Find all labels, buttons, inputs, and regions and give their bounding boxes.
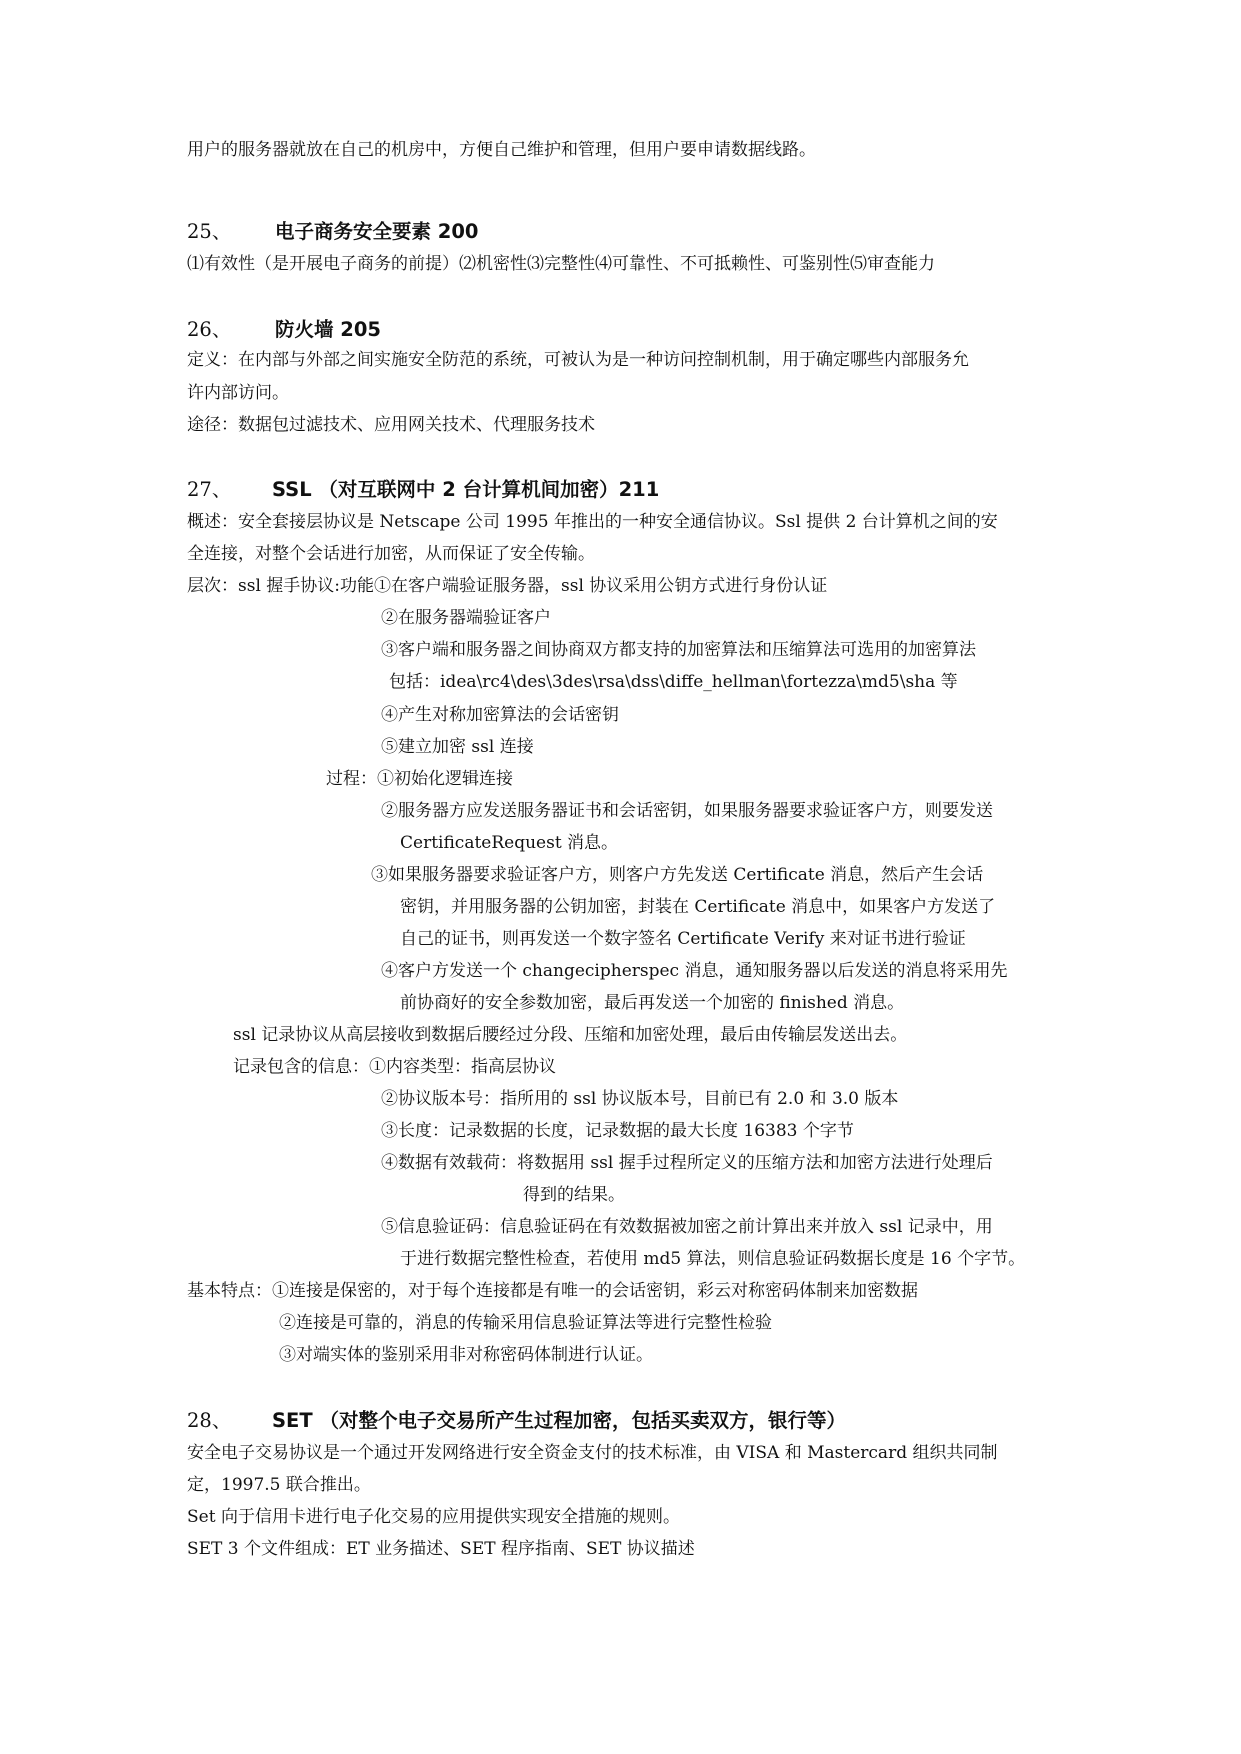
section-26-number: 26、 [187,318,232,341]
section-28-line-4: SET 3 个文件组成：ET 业务描述、SET 程序指南、SET 协议描述 [187,1539,695,1559]
record-info-4-cont: 得到的结果。 [523,1185,625,1205]
section-26-title: 防火墙 205 [275,318,381,341]
handshake-process-1: 过程：①初始化逻辑连接 [326,769,513,789]
basic-feature-1: 基本特点：①连接是保密的，对于每个连接都是有唯一的会话密钥，彩云对称密码体制来加密数据 [187,1281,918,1301]
section-26-definition-line-2: 许内部访问。 [187,383,289,403]
handshake-process-4: ④客户方发送一个 changecipherspec 消息，通知服务器以后发送的消息将采用先 [381,961,1008,981]
handshake-function-4: ④产生对称加密算法的会话密钥 [381,705,619,725]
section-25-number: 25、 [187,220,232,243]
handshake-function-3-algorithms: 包括：idea\rc4\des\3des\rsa\dss\diffe_hellman\fortezza\md5\sha 等 [389,672,958,692]
handshake-function-3: ③客户端和服务器之间协商双方都支持的加密算法和压缩算法可选用的加密算法 [381,640,976,660]
handshake-function-2: ②在服务器端验证客户 [381,608,551,628]
section-27-heading [187,477,660,503]
section-26-definition-line-1: 定义：在内部与外部之间实施安全防范的系统，可被认为是一种访问控制机制，用于确定哪些内部服务允 [187,350,969,370]
record-info-2: ②协议版本号：指所用的 ssl 协议版本号，目前已有 2.0 和 3.0 版本 [381,1089,899,1109]
section-28-title: SET （对整个电子交易所产生过程加密，包括买卖双方，银行等） [272,1409,846,1432]
ssl-record-protocol: ssl 记录协议从高层接收到数据后腰经过分段、压缩和加密处理，最后由传输层发送出去。 [233,1025,908,1045]
section-27-overview-line-2: 全连接，对整个会话进行加密，从而保证了安全传输。 [187,544,595,564]
section-27-layers-line: 层次：ssl 握手协议:功能①在客户端验证服务器，ssl 协议采用公钥方式进行身份认证 [187,576,828,596]
record-info-5: ⑤信息验证码：信息验证码在有效数据被加密之前计算出来并放入 ssl 记录中，用 [381,1217,993,1237]
handshake-process-4-cont: 前协商好的安全参数加密，最后再发送一个加密的 finished 消息。 [400,993,905,1013]
handshake-process-3-cont-2: 自己的证书，则再发送一个数字签名 Certificate Verify 来对证书进行验证 [400,929,966,949]
handshake-process-3: ③如果服务器要求验证客户方，则客户方先发送 Certificate 消息，然后产生会话 [371,865,984,885]
section-26-ways: 途径：数据包过滤技术、应用网关技术、代理服务技术 [187,415,595,435]
record-info-5-cont: 于进行数据完整性检查，若使用 md5 算法，则信息验证码数据长度是 16 个字节。 [400,1249,1026,1269]
intro-line: 用户的服务器就放在自己的机房中，方便自己维护和管理，但用户要申请数据线路。 [187,140,816,160]
handshake-process-2: ②服务器方应发送服务器证书和会话密钥，如果服务器要求验证客户方，则要发送 [381,801,993,821]
record-info-1: 记录包含的信息：①内容类型：指高层协议 [233,1057,556,1077]
basic-feature-3: ③对端实体的鉴别采用非对称密码体制进行认证。 [279,1345,653,1365]
section-25-heading [187,219,479,245]
section-28-line-1: 安全电子交易协议是一个通过开发网络进行安全资金支付的技术标准，由 VISA 和 Mastercard 组织共同制 [187,1443,998,1463]
section-27-title: SSL （对互联网中 2 台计算机间加密）211 [272,478,660,501]
section-28-heading [187,1408,846,1434]
basic-feature-2: ②连接是可靠的，消息的传输采用信息验证算法等进行完整性检验 [279,1313,772,1333]
section-25-title: 电子商务安全要素 200 [275,220,479,243]
section-27-number: 27、 [187,478,232,501]
section-28-number: 28、 [187,1409,232,1432]
section-28-line-3: Set 向于信用卡进行电子化交易的应用提供实现安全措施的规则。 [187,1507,680,1527]
section-27-overview-line-1: 概述：安全套接层协议是 Netscape 公司 1995 年推出的一种安全通信协议。Ssl 提供 2 台计算机之间的安 [187,512,998,532]
section-25-body: ⑴有效性（是开展电子商务的前提）⑵机密性⑶完整性⑷可靠性、不可抵赖性、可鉴别性⑸审查能力 [187,254,935,274]
record-info-3: ③长度：记录数据的长度，记录数据的最大长度 16383 个字节 [381,1121,854,1141]
handshake-process-3-cont-1: 密钥，并用服务器的公钥加密，封装在 Certificate 消息中，如果客户方发送了 [400,897,996,917]
section-28-line-2: 定，1997.5 联合推出。 [187,1475,371,1495]
handshake-function-5: ⑤建立加密 ssl 连接 [381,737,534,757]
section-26-heading [187,317,381,343]
record-info-4: ④数据有效载荷：将数据用 ssl 握手过程所定义的压缩方法和加密方法进行处理后 [381,1153,993,1173]
handshake-process-2-cont: CertificateRequest 消息。 [400,833,619,853]
